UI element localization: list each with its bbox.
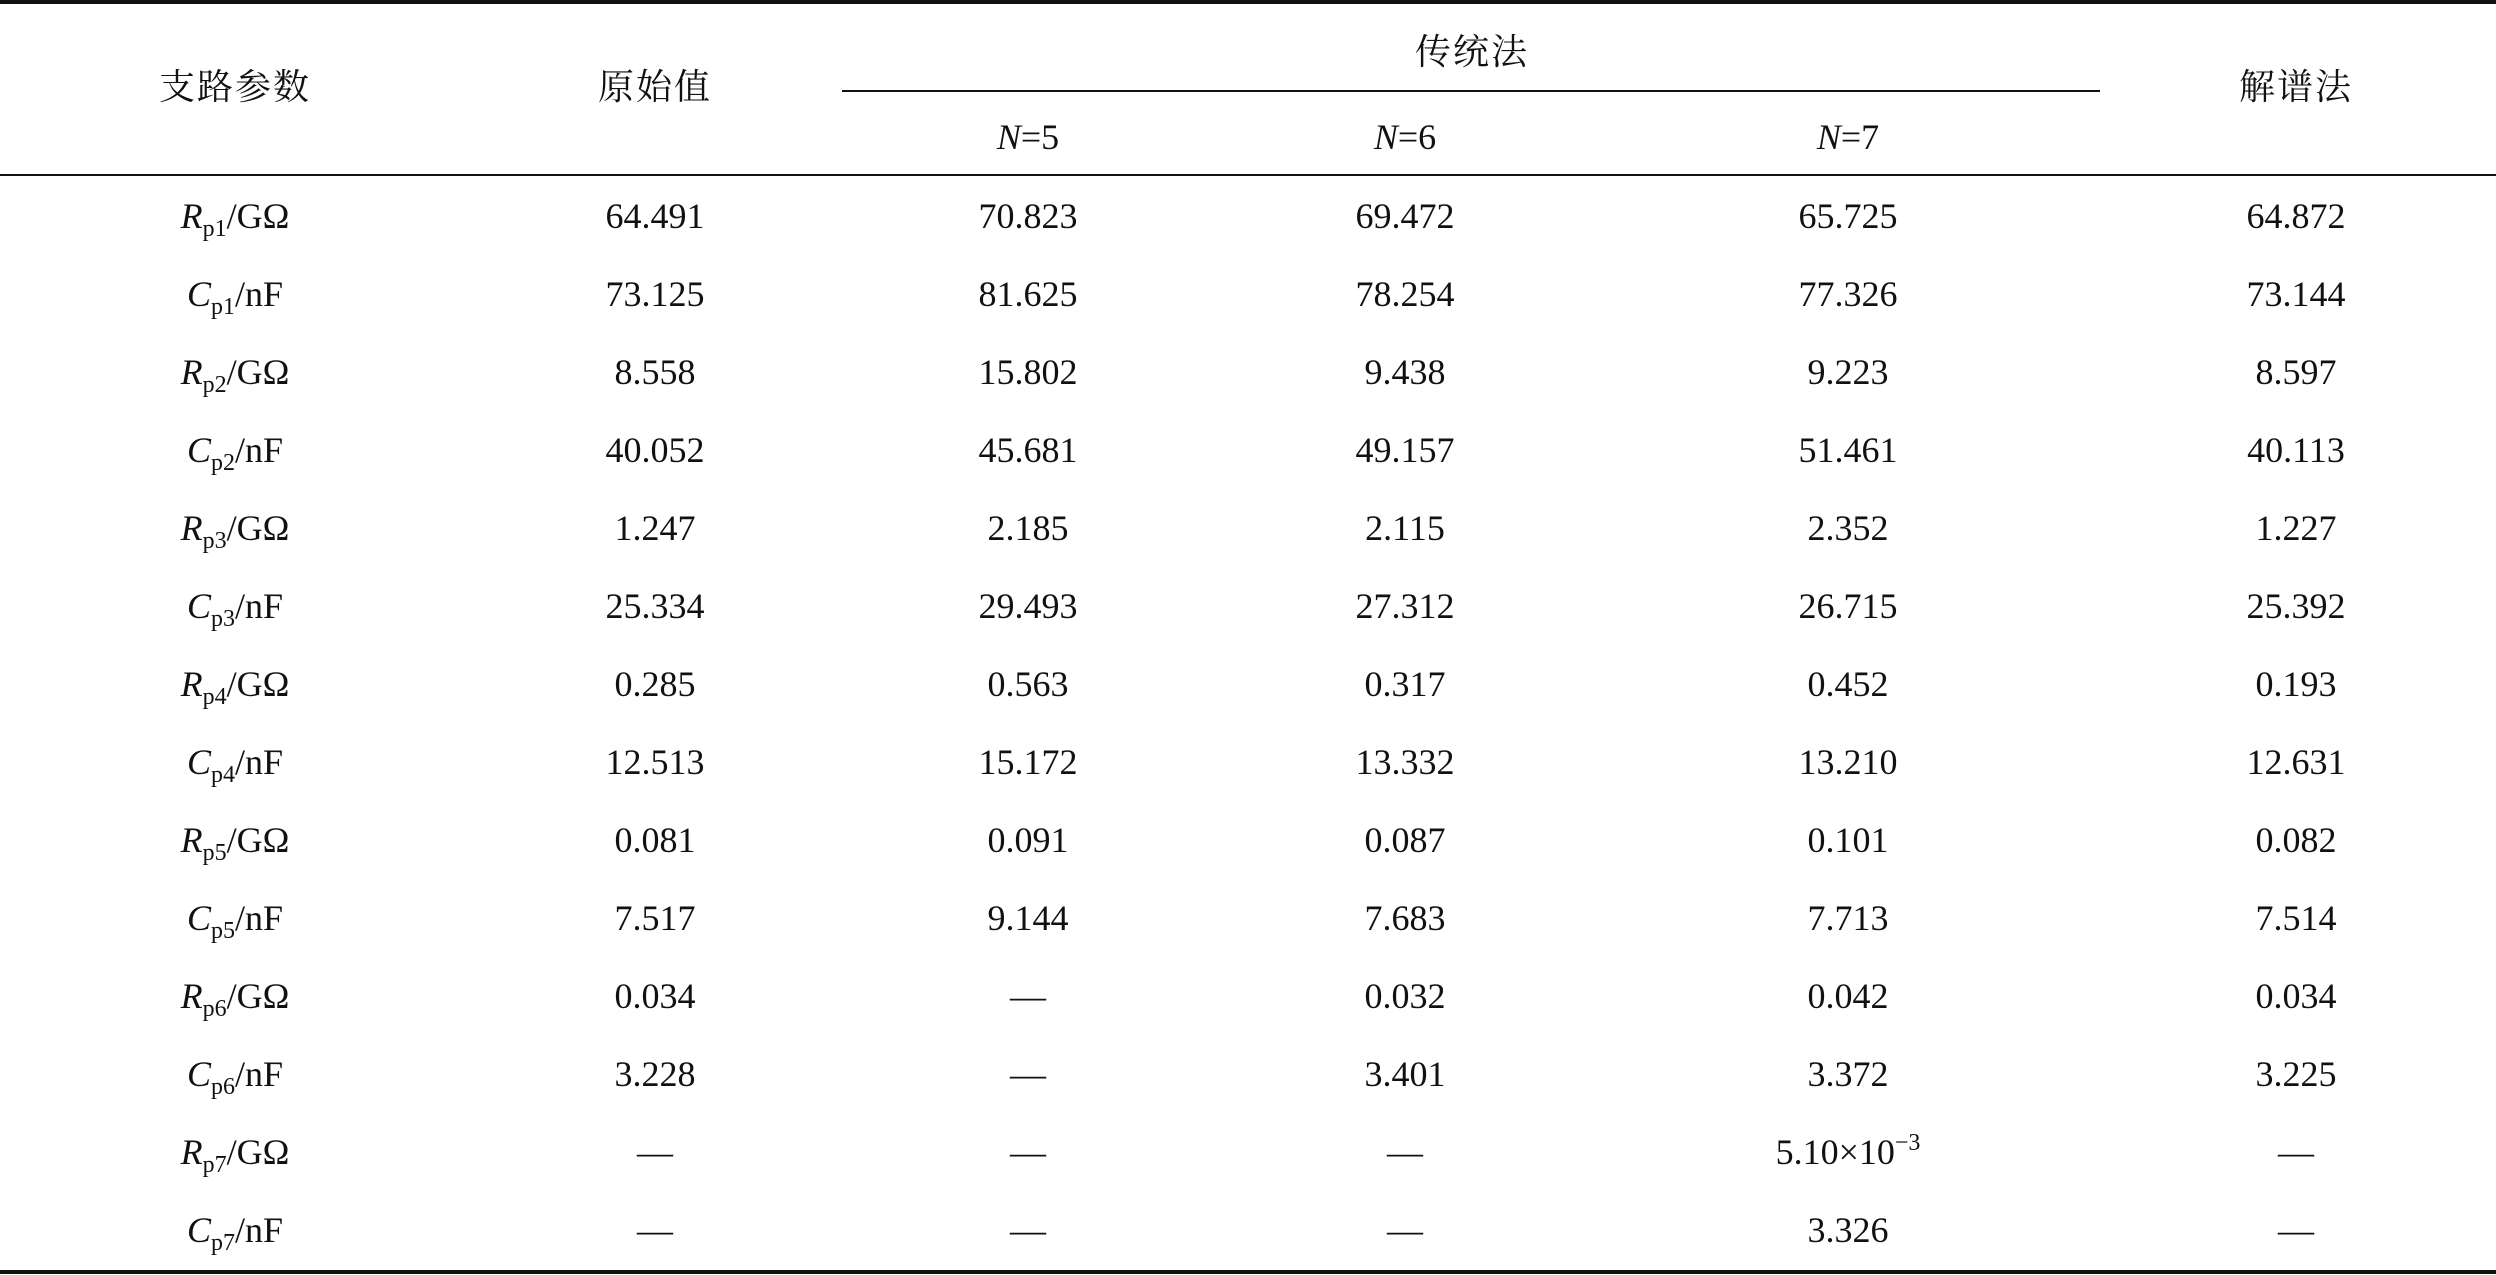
value-text: 27.312 bbox=[1355, 586, 1455, 626]
header-n5-value: =5 bbox=[1020, 117, 1060, 157]
header-n7-value: =7 bbox=[1840, 117, 1880, 157]
value-text: — bbox=[1010, 1132, 1046, 1172]
value-text: — bbox=[637, 1132, 673, 1172]
value-cell bbox=[2256, 900, 2337, 936]
parameter-subscript: p1 bbox=[210, 294, 235, 320]
parameter-subscript: p1 bbox=[202, 216, 227, 242]
value-cell bbox=[2256, 666, 2337, 702]
value-cell bbox=[1010, 1056, 1046, 1092]
parameter-unit: /GΩ bbox=[226, 976, 290, 1016]
value-text: — bbox=[1387, 1132, 1423, 1172]
value-cell bbox=[979, 276, 1078, 312]
value-text: 69.472 bbox=[1355, 196, 1455, 236]
parameter-unit: /nF bbox=[234, 1210, 284, 1250]
value-text: — bbox=[1387, 1210, 1423, 1250]
value-cell bbox=[988, 666, 1069, 702]
value-text: 0.317 bbox=[1364, 664, 1446, 704]
value-text: 7.713 bbox=[1807, 898, 1889, 938]
value-text: 8.558 bbox=[614, 352, 696, 392]
value-text: 73.125 bbox=[605, 274, 705, 314]
value-cell bbox=[1799, 198, 1898, 234]
value-cell bbox=[2256, 510, 2337, 546]
parameter-unit: /nF bbox=[234, 1054, 284, 1094]
value-text: 1.227 bbox=[2255, 508, 2337, 548]
value-text: 0.452 bbox=[1807, 664, 1889, 704]
parameter-cell bbox=[186, 430, 284, 476]
value-cell bbox=[1808, 822, 1889, 858]
value-text: 49.157 bbox=[1355, 430, 1455, 470]
value-cell bbox=[606, 588, 705, 624]
table-header-rule bbox=[0, 174, 2496, 176]
value-cell bbox=[2247, 588, 2346, 624]
value-cell bbox=[1387, 1212, 1423, 1248]
parameter-symbol: C bbox=[186, 1054, 211, 1094]
parameter-unit: /GΩ bbox=[226, 664, 290, 704]
parameter-subscript: p2 bbox=[202, 372, 227, 398]
parameter-subscript: p4 bbox=[210, 762, 235, 788]
value-text: — bbox=[1010, 976, 1046, 1016]
header-branch-parameter: 支路参数 bbox=[158, 67, 312, 108]
value-text: 0.034 bbox=[614, 976, 696, 1016]
n-symbol: N bbox=[1816, 117, 1841, 157]
value-text: 25.334 bbox=[605, 586, 705, 626]
value-text: 3.228 bbox=[614, 1054, 696, 1094]
parameter-subscript: p7 bbox=[210, 1230, 235, 1256]
value-text: 2.185 bbox=[987, 508, 1069, 548]
value-cell bbox=[1010, 1134, 1046, 1170]
value-text: 0.082 bbox=[2255, 820, 2337, 860]
value-cell bbox=[637, 1134, 673, 1170]
value-cell bbox=[1365, 510, 1445, 546]
value-cell bbox=[1356, 432, 1455, 468]
value-cell bbox=[2247, 276, 2346, 312]
header-n7 bbox=[1817, 119, 1879, 155]
parameter-subscript: p5 bbox=[210, 918, 235, 944]
parameter-unit: /nF bbox=[234, 898, 284, 938]
parameter-symbol: C bbox=[186, 1210, 211, 1250]
parameter-cell bbox=[180, 352, 290, 398]
parameter-subscript: p4 bbox=[202, 684, 227, 710]
value-cell bbox=[1808, 978, 1889, 1014]
header-original-value: 原始值 bbox=[597, 67, 713, 108]
value-cell bbox=[1808, 354, 1889, 390]
value-text: 51.461 bbox=[1798, 430, 1898, 470]
value-text: 7.517 bbox=[614, 898, 696, 938]
value-text: 0.087 bbox=[1364, 820, 1446, 860]
parameter-subscript: p7 bbox=[202, 1152, 227, 1178]
value-cell bbox=[606, 198, 705, 234]
value-cell bbox=[615, 978, 696, 1014]
value-text: 7.514 bbox=[2255, 898, 2337, 938]
value-text: 15.172 bbox=[978, 742, 1078, 782]
header-traditional-method: 传统法 bbox=[1414, 32, 1530, 73]
parameter-subscript: p2 bbox=[210, 450, 235, 476]
parameter-symbol: R bbox=[180, 508, 203, 548]
value-text: 13.332 bbox=[1355, 742, 1455, 782]
parameter-symbol: R bbox=[180, 820, 203, 860]
value-cell bbox=[1356, 588, 1455, 624]
value-cell bbox=[1365, 1056, 1446, 1092]
value-text: 0.091 bbox=[987, 820, 1069, 860]
parameter-unit: /GΩ bbox=[226, 1132, 290, 1172]
value-text: 12.513 bbox=[605, 742, 705, 782]
value-text: 64.491 bbox=[605, 196, 705, 236]
parameter-subscript: p5 bbox=[202, 840, 227, 866]
value-cell bbox=[606, 276, 705, 312]
value-cell bbox=[2247, 198, 2346, 234]
parameter-subscript: p6 bbox=[202, 996, 227, 1022]
value-text: — bbox=[2278, 1132, 2314, 1172]
value-cell bbox=[1808, 666, 1889, 702]
value-text: 2.115 bbox=[1365, 508, 1445, 548]
value-cell bbox=[606, 432, 705, 468]
value-text: — bbox=[1010, 1210, 1046, 1250]
value-cell bbox=[1808, 900, 1889, 936]
value-text: 3.225 bbox=[2255, 1054, 2337, 1094]
parameter-cell bbox=[180, 1132, 290, 1178]
parameter-symbol: C bbox=[186, 898, 211, 938]
value-text: 1.247 bbox=[614, 508, 696, 548]
value-cell bbox=[1799, 276, 1898, 312]
value-cell bbox=[1799, 432, 1898, 468]
value-text: 0.193 bbox=[2255, 664, 2337, 704]
value-cell bbox=[615, 354, 696, 390]
value-text: — bbox=[637, 1210, 673, 1250]
value-text: 26.715 bbox=[1798, 586, 1898, 626]
parameter-unit: /GΩ bbox=[226, 352, 290, 392]
value-text: 2.352 bbox=[1807, 508, 1889, 548]
value-text: 0.034 bbox=[2255, 976, 2337, 1016]
value-text: — bbox=[2278, 1210, 2314, 1250]
value-text: 0.042 bbox=[1807, 976, 1889, 1016]
value-text: 3.401 bbox=[1364, 1054, 1446, 1094]
value-text: 7.683 bbox=[1364, 898, 1446, 938]
value-text: 0.101 bbox=[1807, 820, 1889, 860]
value-text: 9.438 bbox=[1364, 352, 1446, 392]
value-text: 15.802 bbox=[978, 352, 1078, 392]
value-cell bbox=[2256, 354, 2337, 390]
value-cell bbox=[615, 822, 696, 858]
parameter-cell bbox=[180, 508, 290, 554]
value-cell bbox=[1799, 744, 1898, 780]
value-cell bbox=[1365, 354, 1446, 390]
value-cell bbox=[1808, 1056, 1889, 1092]
value-cell bbox=[637, 1212, 673, 1248]
value-cell bbox=[615, 510, 696, 546]
value-text: 3.326 bbox=[1807, 1210, 1889, 1250]
value-text: 64.872 bbox=[2246, 196, 2346, 236]
value-cell bbox=[1808, 1212, 1889, 1248]
value-text: 3.372 bbox=[1807, 1054, 1889, 1094]
parameter-subscript: p3 bbox=[202, 528, 227, 554]
value-text: 77.326 bbox=[1798, 274, 1898, 314]
parameter-cell bbox=[186, 742, 284, 788]
value-cell bbox=[1365, 822, 1446, 858]
value-text: 8.597 bbox=[2255, 352, 2337, 392]
value-cell bbox=[1365, 978, 1446, 1014]
value-text: 0.081 bbox=[614, 820, 696, 860]
value-cell bbox=[2256, 822, 2337, 858]
value-text: 40.052 bbox=[605, 430, 705, 470]
value-text: 70.823 bbox=[978, 196, 1078, 236]
value-cell bbox=[988, 900, 1069, 936]
parameter-symbol: R bbox=[180, 1132, 203, 1172]
value-cell bbox=[2278, 1134, 2314, 1170]
table-bottom-rule bbox=[0, 1270, 2496, 1274]
value-text: 5.10×10 bbox=[1775, 1132, 1895, 1172]
parameter-symbol: R bbox=[180, 664, 203, 704]
parameter-symbol: C bbox=[186, 586, 211, 626]
parameter-unit: /GΩ bbox=[226, 196, 290, 236]
parameter-symbol: C bbox=[186, 430, 211, 470]
value-text: — bbox=[1010, 1054, 1046, 1094]
value-text: 65.725 bbox=[1798, 196, 1898, 236]
value-cell bbox=[606, 744, 705, 780]
header-n6 bbox=[1374, 119, 1436, 155]
value-cell bbox=[1010, 978, 1046, 1014]
value-cell bbox=[1775, 1130, 1921, 1172]
parameter-cell bbox=[180, 820, 290, 866]
value-cell bbox=[979, 432, 1078, 468]
value-cell bbox=[1010, 1212, 1046, 1248]
parameter-cell bbox=[186, 586, 284, 632]
parameter-cell bbox=[180, 976, 290, 1022]
traditional-method-group-rule bbox=[842, 90, 2100, 92]
value-cell bbox=[979, 354, 1078, 390]
value-text: 9.223 bbox=[1807, 352, 1889, 392]
value-text: 9.144 bbox=[987, 898, 1069, 938]
value-text: 73.144 bbox=[2246, 274, 2346, 314]
value-text: 29.493 bbox=[978, 586, 1078, 626]
parameter-unit: /nF bbox=[234, 430, 284, 470]
value-cell bbox=[2256, 978, 2337, 1014]
parameter-unit: /GΩ bbox=[226, 820, 290, 860]
value-cell bbox=[615, 900, 696, 936]
value-cell bbox=[1808, 510, 1889, 546]
value-cell bbox=[2247, 432, 2345, 468]
parameter-cell bbox=[180, 196, 290, 242]
value-cell bbox=[1356, 744, 1455, 780]
parameter-symbol: R bbox=[180, 352, 203, 392]
parameter-cell bbox=[186, 1054, 284, 1100]
value-cell bbox=[1356, 198, 1455, 234]
value-text: 45.681 bbox=[978, 430, 1078, 470]
parameter-symbol: C bbox=[186, 274, 211, 314]
value-text: 0.285 bbox=[614, 664, 696, 704]
value-cell bbox=[1356, 276, 1455, 312]
parameter-unit: /GΩ bbox=[226, 508, 290, 548]
value-cell bbox=[1387, 1134, 1423, 1170]
n-symbol: N bbox=[996, 117, 1021, 157]
parameter-unit: /nF bbox=[234, 586, 284, 626]
value-text: 25.392 bbox=[2246, 586, 2346, 626]
value-cell bbox=[2247, 744, 2346, 780]
parameter-cell bbox=[186, 274, 284, 320]
parameter-unit: /nF bbox=[234, 742, 284, 782]
value-cell bbox=[988, 510, 1069, 546]
value-text: 0.563 bbox=[987, 664, 1069, 704]
value-cell bbox=[2278, 1212, 2314, 1248]
parameter-symbol: R bbox=[180, 196, 203, 236]
header-n6-value: =6 bbox=[1397, 117, 1437, 157]
n-symbol: N bbox=[1373, 117, 1398, 157]
value-text: 13.210 bbox=[1798, 742, 1898, 782]
header-n5 bbox=[997, 119, 1059, 155]
parameter-subscript: p3 bbox=[210, 606, 235, 632]
parameter-symbol: C bbox=[186, 742, 211, 782]
value-text: 40.113 bbox=[2247, 430, 2345, 470]
value-cell bbox=[1799, 588, 1898, 624]
value-cell bbox=[979, 588, 1078, 624]
value-cell bbox=[615, 666, 696, 702]
value-exponent: −3 bbox=[1894, 1130, 1921, 1156]
header-spectral-method: 解谱法 bbox=[2238, 67, 2354, 108]
value-text: 12.631 bbox=[2246, 742, 2346, 782]
parameter-cell bbox=[180, 664, 290, 710]
parameter-unit: /nF bbox=[234, 274, 284, 314]
value-cell bbox=[1365, 900, 1446, 936]
parameter-subscript: p6 bbox=[210, 1074, 235, 1100]
table-top-rule bbox=[0, 0, 2496, 4]
parameter-symbol: R bbox=[180, 976, 203, 1016]
value-cell bbox=[979, 744, 1078, 780]
value-cell bbox=[988, 822, 1069, 858]
value-text: 81.625 bbox=[978, 274, 1078, 314]
value-cell bbox=[2256, 1056, 2337, 1092]
value-cell bbox=[979, 198, 1078, 234]
value-text: 78.254 bbox=[1355, 274, 1455, 314]
parameter-cell bbox=[186, 1210, 284, 1256]
value-text: 0.032 bbox=[1364, 976, 1446, 1016]
value-cell bbox=[1365, 666, 1446, 702]
value-cell bbox=[615, 1056, 696, 1092]
parameter-cell bbox=[186, 898, 284, 944]
